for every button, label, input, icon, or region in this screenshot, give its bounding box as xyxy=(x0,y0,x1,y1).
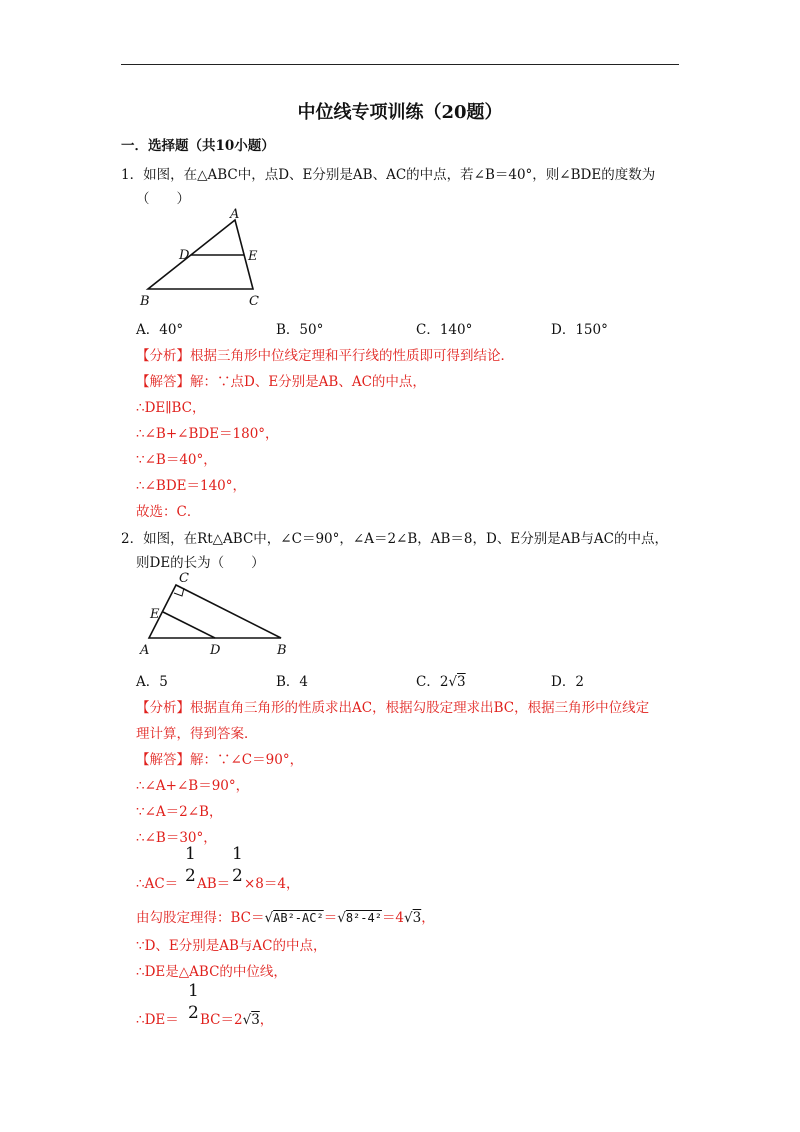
q1-label-a: A xyxy=(230,207,240,222)
q1-solution-line3: ∴∠B+∠BDE＝180°， xyxy=(136,426,279,442)
q1-solution-line2: ∴DE∥BC， xyxy=(136,400,206,416)
q2-ac-frac2-num: 1 xyxy=(232,844,243,864)
q2-bc-line: 由勾股定理得：BC＝√AB²-AC²＝√8²-4²＝4√3， xyxy=(136,910,435,926)
q1-label-b: B xyxy=(140,294,150,309)
q2-stem-line1: 2．如图，在Rt△ABC中，∠C＝90°，∠A＝2∠B，AB＝8，D、E分别是AB与AC的中点， xyxy=(121,531,668,547)
q2-midpoint-line: ∵D、E分别是AB与AC的中点， xyxy=(136,938,327,954)
q2-ac-frac1-num: 1 xyxy=(185,844,196,864)
q2-option-c: C．2√3 xyxy=(416,674,466,690)
q1-option-d: D．150° xyxy=(551,322,608,338)
q1-solution-line6: 故选：C． xyxy=(136,504,201,520)
q2-midline-statement: ∴DE是△ABC的中位线， xyxy=(136,964,287,980)
q2-label-d: D xyxy=(210,643,221,658)
q1-analysis: 【分析】根据三角形中位线定理和平行线的性质即可得到结论． xyxy=(136,348,514,364)
q1-option-b: B．50° xyxy=(276,322,324,338)
q2-de-frac-den: 2 xyxy=(188,1003,199,1023)
q2-ac-frac2-den: 2 xyxy=(232,866,243,886)
q2-midline-de xyxy=(163,612,215,638)
q1-solution-line1: 【解答】解：∵点D、E分别是AB、AC的中点， xyxy=(136,374,426,390)
q2-stem-line2: 则DE的长为（ ） xyxy=(136,555,265,571)
q2-label-b: B xyxy=(277,643,287,658)
q2-solution-line1: 【解答】解：∵∠C＝90°， xyxy=(136,752,304,768)
q1-option-a: A．40° xyxy=(136,322,184,338)
q2-ac-mid: AB＝ xyxy=(197,876,231,892)
q1-label-e: E xyxy=(248,249,258,264)
q2-ac-prefix: ∴AC＝ xyxy=(136,876,179,892)
q1-option-c: C．140° xyxy=(416,322,473,338)
q1-stem-line1: 1．如图，在△ABC中，点D、E分别是AB、AC的中点，若∠B＝40°，则∠BDE的度数为 xyxy=(121,167,656,183)
q2-right-angle-mark xyxy=(174,588,184,596)
q2-analysis-line2: 理计算，得到答案． xyxy=(136,726,258,742)
q1-stem-line2: （ ） xyxy=(136,191,190,207)
q2-option-d: D．2 xyxy=(551,674,584,690)
q1-label-d: D xyxy=(179,248,190,263)
q2-label-c: C xyxy=(179,571,189,586)
q2-label-a: A xyxy=(140,643,150,658)
q2-option-a: A．5 xyxy=(136,674,168,690)
q1-label-c: C xyxy=(249,294,259,309)
q2-ac-frac1-den: 2 xyxy=(185,866,196,886)
header-rule xyxy=(121,64,679,65)
q2-solution-line2: ∴∠A+∠B＝90°， xyxy=(136,778,250,794)
q2-triangle xyxy=(149,585,281,638)
q2-solution-line3: ∵∠A＝2∠B， xyxy=(136,804,223,820)
q2-de-prefix: ∴DE＝ xyxy=(136,1012,179,1028)
page-title: 中位线专项训练（20题） xyxy=(297,102,503,123)
q1-solution-line4: ∵∠B＝40°， xyxy=(136,452,217,468)
q2-analysis-line1: 【分析】根据直角三角形的性质求出AC，根据勾股定理求出BC，根据三角形中位线定 xyxy=(136,700,650,716)
q1-triangle-figure xyxy=(136,205,276,310)
q2-ac-end: ×8＝4， xyxy=(244,876,300,892)
q2-solution-line4: ∴∠B＝30°， xyxy=(136,830,217,846)
q2-option-b: B．4 xyxy=(276,674,309,690)
section-heading: 一．选择题（共10小题） xyxy=(121,138,275,154)
q2-de-result: BC＝2√3， xyxy=(200,1012,274,1028)
q2-triangle-figure xyxy=(136,568,301,658)
q1-solution-line5: ∴∠BDE＝140°， xyxy=(136,478,247,494)
q2-de-frac-num: 1 xyxy=(188,981,199,1001)
q2-label-e: E xyxy=(150,607,160,622)
